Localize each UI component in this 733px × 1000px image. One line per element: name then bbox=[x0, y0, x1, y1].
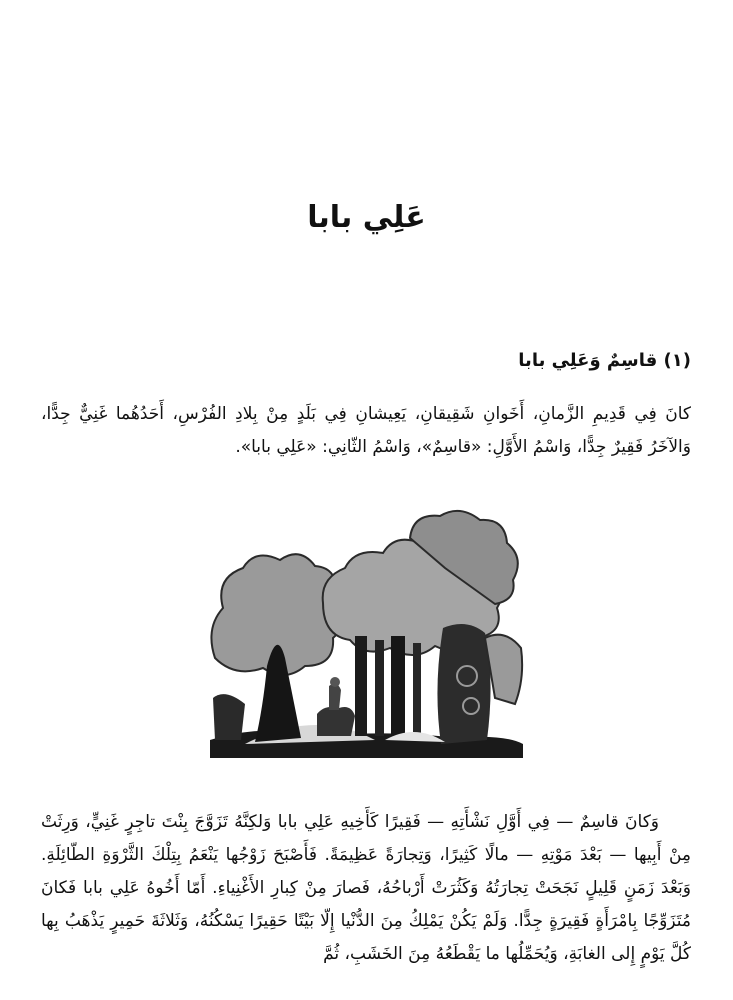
forest-illustration bbox=[205, 508, 525, 763]
paragraph-story: وَكانَ قاسِمٌ — فِي أَوَّلِ نَشْأَتِهِ — فَقِيرًا كَأَخِيهِ عَلِي بابا وَلكِنَّهُ تَزَوَّجَ بِنْتَ تاجِرٍ غَنِيٍّ، وَرِثَتْ مِنْ أَبِيها — بَعْدَ مَوْتِهِ — مالًا كَثِيرًا، وَتِجارَةً عَظِيمَةً. فَأَصْبَحَ زَوْجُها يَنْعَمُ بِتِلْكَ الثَّرْوَةِ الطّائِلَةِ. وَبَعْدَ زَمَنٍ قَلِيلٍ نَجَحَتْ تِجارَتُهُ وَكَثُرَتْ أَرْباحُهُ، فَصارَ مِنْ كِبارِ الأَغْنِياءِ. أَمّا أَخُوهُ عَلِي بابا فَكانَ مُتَزَوِّجًا بِامْرَأَةٍ فَقِيرَةٍ جِدًّا. وَلَمْ يَكُنْ يَمْلِكُ مِنَ الدُّنْيا إِلّا بَيْتًا حَقِيرًا يَسْكُنُهُ، وَثَلاثَةَ حَمِيرٍ يَذْهَبُ بِها كُلَّ يَوْمٍ إِلى الغابَةِ، وَيُحَمِّلُها ما يَقْطَعُهُ مِنَ الخَشَبِ، ثُمَّ bbox=[41, 812, 691, 964]
page-title: عَلِي بابا bbox=[307, 200, 426, 235]
section-heading: (١) قاسِمٌ وَعَلِي بابا bbox=[518, 350, 691, 371]
paragraph-intro: كانَ فِي قَدِيمِ الزَّمانِ، أَخَوانِ شَقِيقانِ، يَعِيشانِ فِي بَلَدٍ مِنْ بِلادِ الفُرْسِ، أَحَدُهُما غَنِيٌّ جِدًّا، وَالآخَرُ فَقِيرٌ جِدًّا، وَاسْمُ الأَوَّلِ: «قاسِمٌ»، وَاسْمُ الثّانِي: «عَلِي بابا». bbox=[41, 404, 691, 457]
